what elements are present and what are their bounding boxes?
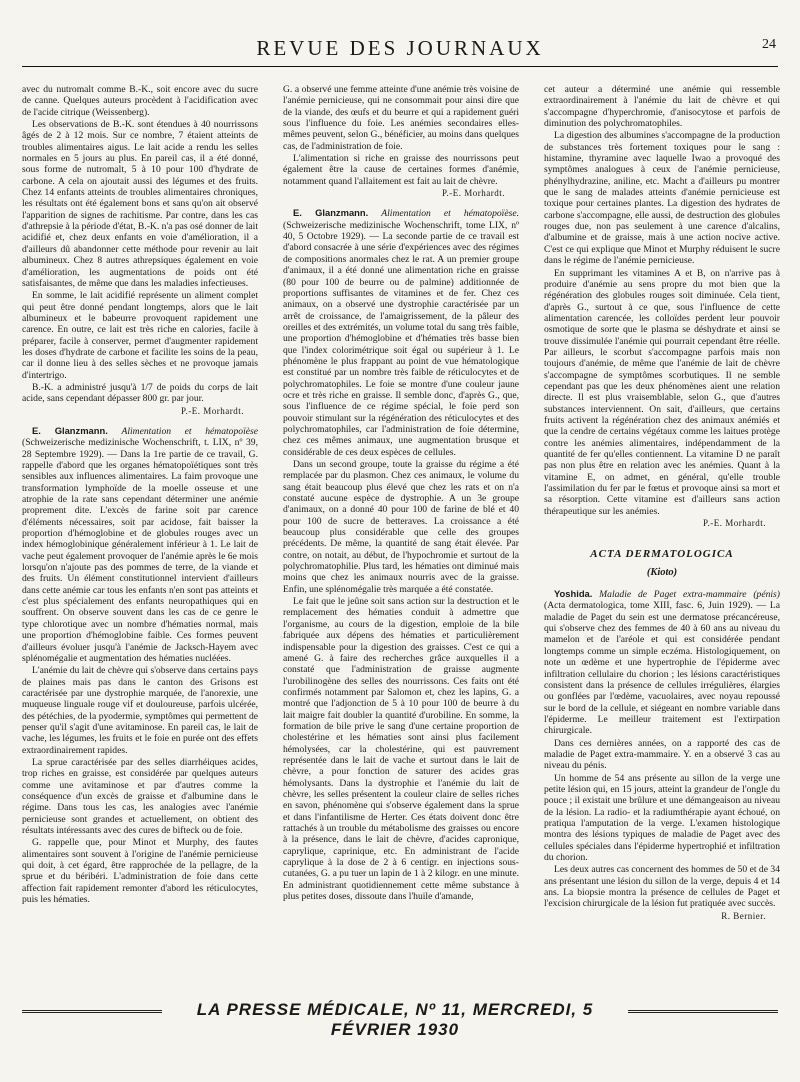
paragraph: Dans un second groupe, toute la graisse du régime a été remplacée par du plasmon. Chez ces animaux, le volume du sang était beaucoup plus élevé que chez les rats et on n'a constaté aucune espèce de dystrophie. A un 3e groupe d'animaux, on a donné 40 pour 100 de farine de blé et 40 pour 100 de sucre de betteraves. La croissance a été beaucoup plus considérable que celle des groupes précédents. De même, la quantité de sang était élevée. Par contre, on notait, au début, de l'hypochromie et surtout de la polychromatophilie. Plus tard, les hématies ont diminué mais moins que chez les animaux nourris avec de la graisse. Enfin, une splénomégalie très marquée a été constatée. — [283, 459, 519, 595]
paragraph: Un homme de 54 ans présente au sillon de la verge une petite lésion qui, en 15 jours, atteint la grandeur de l'ongle du pouce ; il existait une brûlure et une démangeaison au niveau de la lésion. La radio- et la radiumthérapie ayant échoué, on pratiqua l'amputation de la verge. L'examen histologique montra des lésions typiques de maladie de Paget avec des cellules spéciales dans l'épiderme hypertrophié et infiltration du chorion. — [544, 772, 780, 863]
paragraph: L'alimentation si riche en graisse des nourrissons peut également être la cause de certaines formes d'anémie, notamment quand l'allaitement est fait au lait de chèvre. — [283, 153, 519, 187]
paragraph: cet auteur a déterminé une anémie qui ressemble extraordinairement à l'anémie du lait de chèvre et qui s'accompagne d'hyperchromie, d'anisocytose et parfois de diminution des polychromatophiles. — [544, 84, 780, 130]
section-subheading: (Kioto) — [646, 566, 678, 578]
running-title: REVUE DES JOURNAUX — [256, 36, 544, 60]
article-author: Yoshida. — [554, 588, 593, 600]
article-author: E. Glanzmann. — [32, 424, 108, 436]
article-entry — [283, 207, 519, 458]
author-byline: R. Bernier. — [721, 910, 766, 921]
header-rule — [22, 66, 778, 67]
paragraph: G. rappelle que, pour Minot et Murphy, des fautes alimentaires sont souvent à l'origine de l'anémie pernicieuse qui doit, à cet égard, être rapprochée de la pellagre, de la sprue et du béribéri. L'administration de foie dans cette affection fait rapidement remonter d'abord les réticulocytes, puis les hématies. — [22, 837, 258, 906]
footer-rule-left — [22, 1010, 162, 1013]
paragraph: La digestion des albumines s'accompagne de la production de substances très fortement toxiques pour le sang : histamine, thyramine avec laquelle Iwao a provoqué des symptômes analogues à ceux de l'anémie pernicieuse, phénylhydrazine, aniline, etc. Macht a d'ailleurs pu montrer que le sang de malades atteints d'anémie pernicieuse est toxique pour certaines plantes. La digestion des hydrates de carbone s'accompagne, elle aussi, de destruction des globules rouges due, non pas seulement à une carence d'alcalins, d'albumine et de graisse, mais à une action nocive active. C'est ce qui explique que Minot et Murphy réduisent le sucre dans le régime de l'anémie pernicieuse. — [544, 130, 780, 267]
paragraph: B.-K. a administré jusqu'à 1/7 de poids du corps de lait acide, sans cependant dépasser 800 gr. par jour. — [22, 381, 258, 405]
paragraph: Les deux autres cas concernent des hommes de 50 et de 34 ans présentant une lésion du sillon de la verge, depuis 4 et 14 ans. La biopsie montra la présence de cellules de Paget et l'excision chirurgicale de la lésion fut pratiquée avec succès. — [544, 864, 780, 910]
article-entry — [544, 588, 780, 736]
paragraph: En somme, le lait acidifié représente un aliment complet qui peut être donné pendant longtemps, alors que le lait albumineux et le babeurre provoquent rapidement une carence. En outre, ce lait est très riche en calories, facile à préparer, facile à conserver, permet d'augmenter rapidement les doses d'hydrate de carbone et facilite les soins de la peau, car il donne lieu à des selles sèches et ne provoque jamais d'intertrigo. — [22, 290, 258, 381]
page-footer — [22, 1000, 778, 1039]
article-title: Maladie de Paget extra-mammaire (pénis) — [599, 589, 780, 601]
page-header — [22, 30, 778, 66]
author-byline: P.-E. Morhardt. — [442, 188, 505, 199]
paragraph: avec du nutromalt comme B.-K., soit encore avec du sucre de canne. Quelques auteurs procèdent à l'acidification avec de l'acide citrique (Weissenberg). — [22, 84, 258, 118]
article-title: Alimentation et hématopoïèse. — [381, 208, 519, 220]
column-2 — [283, 84, 519, 902]
column-1 — [22, 84, 258, 905]
paragraph: G. a observé une femme atteinte d'une anémie très voisine de l'anémie pernicieuse, qui ne consommait pour ainsi dire que de la viande, des œufs et du beurre et qui a rapidement guéri sous l'influence du foie. Les anémies secondaires elles-mêmes peuvent, selon G., bénéficier, au moins dans quelques cas, de l'administration de foie. — [283, 84, 519, 152]
paragraph: Dans ces dernières années, on a rapporté des cas de maladie de Paget extra-mammaire. Y. en a observé 3 cas au niveau du pénis. — [544, 737, 780, 772]
article-author: E. Glanzmann. — [293, 207, 369, 219]
author-byline: P.-E. Morhardt. — [703, 518, 766, 529]
section-heading: ACTA DERMATOLOGICA — [590, 548, 734, 561]
paragraph: En supprimant les vitamines A et B, on n'arrive pas à produire d'anémie au sens propre du mot bien que la régénération des globules rouges soit diminuée. Cela tient, d'après G., surtout à ce que, sous l'influence de cette alimentation carencée, les colloïdes perdent leur pouvoir osmotique de sorte que le plasma se déshydrate et ainsi se trouve dissimulée l'anémie qui pourrait cependant être réelle. Par ailleurs, le scorbut s'accompagne parfois mais non toujours d'anémie, de même que l'anémie de lait de chèvre s'accompagne de symptômes scorbutiques. Il ne semble cependant pas que les deux phénomènes aient une relation directe. Il est plus vraisemblable, selon G., que d'autres substances interviennent. On sait, d'ailleurs, que certains fruits activent la régénération chez des animaux anémiés et que la cendre de certains végétaux comme les laitues protège contre les anémies alimentaires, indépendamment de la quantité de fer qu'elles contiennent. La vitamine D ne paraît pas non plus être en relation avec les anémies. Quant à la vitamine E, on admet, en général, qu'elle trouble l'assimilation du fer par le fœtus et provoque ainsi sa mort et sa résorption. Cette vitamine est d'ailleurs sans action thérapeutique sur les anémies. — [544, 267, 780, 517]
author-byline: P.-E. Morhardt. — [181, 405, 244, 416]
article-body: (Acta dermatologica, tome XIII, fasc. 6, Juin 1929). — La maladie de Paget du sein est une dermatose précancéreuse, qui s'observe chez des femmes de 40 à 60 ans au niveau du mamelon et de l'aréole et qui est considérée pendant longtemps comme un simple eczéma. Histologiquement, on note un œdème et une hypertrophie de l'épiderme avec infiltration cellulaire du chorion ; les lésions caractéristiques consistent dans la présence de cellules irrégulières, élargies ou gonflées par l'œdème, vacuolaires, avec noyau repoussé sur le bord de la cellule, et siégeant en nombre variable dans l'épiderme. Le meilleur traitement est l'extirpation chirurgicale. — [544, 600, 780, 737]
page-number: 24 — [762, 37, 776, 52]
paragraph: Les observations de B.-K. sont étendues à 40 nourrissons âgés de 2 à 12 mois. Sur ce nombre, 7 étaient atteints de troubles alimentaires aigus. Le lait acide a rendu les selles normales en 5 jours au plus. En pareil cas, il a été donné, sous forme de nutromalt, 5 à 10 pour 100 d'hydrate de carbone. A cela on ajoutait aussi des légumes et des fruits. Chez 14 enfants atteints de troubles alimentaires chroniques, les résultats ont été également bons et sans qu'on ait observé l'apparition de signes de rachitisme. Par contre, dans les cas d'athrepsie à la période d'état, B.-K. n'a pas osé donner de lait acidifié et, chez deux enfants en voie d'amélioration, il a d'ailleurs dû abandonner cette méthode pour revenir au lait albumineux. Chez 8 autres athrepsiques également en voie d'amélioration, les augmentations de poids ont été satisfaisantes, de même que dans les maladies infectieuses. — [22, 119, 258, 289]
paragraph: L'anémie du lait de chèvre qui s'observe dans certains pays de plaines mais pas dans le canton des Grisons est caractérisée par une dystrophie marquée, de l'anorexie, une muqueuse linguale rouge vif et douloureuse, parfois ulcérée, des pétéchies, de la pyodermie, symptômes qui permettent de penser qu'il s'agit d'une avitaminose. En pareil cas, le lait de vache, les légumes, les fruits et le foie en purée ont des effets extraordinairement rapides. — [22, 665, 258, 756]
footer-rule-right — [628, 1010, 778, 1013]
article-title: Alimentation et hématopoïèse — [121, 425, 258, 437]
paragraph: Le fait que le jeûne soit sans action sur la destruction et le remplacement des hématies conduit à admettre que l'organisme, au cours de la digestion, emploie de la bile fabriquée aux dépens des hématies et particulièrement indispensable pour la digestion des graisses. C'est ce qui a amené G. à faire des recherches grâce auxquelles il a constaté que l'administration de graisse augmente l'urobilinogène des selles des nourrissons. Ces faits ont été confirmés notamment par Salomon et, chez les lapins, G. a montré que l'adjonction de 5 à 10 pour 100 de beurre à du lait maigre fait doubler la quantité d'urobiline. En somme, la formation de bile prive le sang d'une certaine proportion de cholestérine et les hématies sont ainsi plus facilement hémolysées, car la cholestérine, qui est pauvrement représentée dans le lait de vache et surtout dans le lait de chèvre, a pour fonction de saturer des acides gras hémolysants. Dans la dystrophie et l'anémie du lait de chèvre, les selles présentent la couleur claire de selles riches en savon, phénomène qui s'observe également dans la sprue et dans l'infantilisme de Herter. Ces états doivent donc être rattachés à un trouble du métabolisme des graisses ou encore à la présence, dans le lait de chèvre, d'acides capronique, caprylique, caprinique, etc. En administrant de l'acide caprylique à la dose de 2 à 6 centigr. en injections sous-cutanées, G. a pu tuer un lapin de 1 à 2 kilogr. en une minute. En administrant quotidiennement cette même substance à plus petites doses, dissoute dans l'huile d'amande, — [283, 596, 519, 903]
paragraph: La sprue caractérisée par des selles diarrhéiques acides, trop riches en graisse, est considérée par quelques auteurs comme une avitaminose et par d'autres comme la conséquence d'un excès de graisse et d'albumine dans le régime. Dans tous les cas, les analogies avec l'anémie pernicieuse sont grandes et actuellement, on obtient des résultats intéressants avec des cures de bifteck ou de foie. — [22, 756, 258, 836]
article-entry — [22, 425, 258, 664]
article-body: (Schweizerische medizinische Wochenschrift, tome LIX, nº 40, 5 Octobre 1929). — La seconde partie de ce travail est d'abord consacrée à une série d'expériences avec des régimes de compositions anormales chez le rat. A un premier groupe d'animaux, il a été donné une alimentation riche en graisse (80 pour 100 de beurre ou de palmine) additionnée de proportions suffisantes de vitamines et de fer. Chez ces animaux, on a observé une dystrophie caractérisée par un arrêt de croissance, de l'amaigrissement, de la pâleur des oreilles et des extrémités, un volume total du sang très faible, une proportion d'hémoglobine et d'hématies très basse bien que l'index colorimétrique soit égal ou supérieur à 1. Le phénomène le plus frappant au point de vue hématologique est constitué par un nombre très faible de réticulocytes et de polychromatophiles. Le foie se montre d'une couleur jaune ocre et très riche en graisse. Il semble donc, d'après G., que, sous l'influence de ce régime spécial, le foie perd son pouvoir stimulant sur la régénération des réticulocytes et des polychromatophiles, car l'administration de foie détermine, chez ces mêmes animaux, une augmentation brusque et considérable de ces deux espèces de cellules. — [283, 219, 519, 458]
article-body: (Schweizerische medizinische Wochenschrift, t. LIX, nº 39, 28 Septembre 1929). — Dans la 1re partie de ce travail, G. rappelle d'abord que les organes hématopoïétiques sont très sensibles aux influences alimentaires. La faim provoque une transformation lymphoïde de la moelle osseuse et une atrophie de la rate sans cependant déterminer une anémie proprement dite. L'excès de farine soit par carence d'éléments nécessaires, soit par acidose, fait baisser la proportion d'hémoglobine et de globules rouges avec un index hémoglobinique généralement inférieur à 1. Le lait de vache peut également provoquer de l'anémie après le 6e mois lorsqu'on n'ajoute pas des pommes de terre, de la viande et des fruits. Un élément constitutionnel intervient d'ailleurs dans cette anémie car tous les enfants n'en sont pas atteints et c'est plus spécialement des enfants neuropathiques qui en souffrent. On observe souvent dans les cas de ce genre le type chlorotique avec un nombre d'hématies normal, mais une proportion d'hémoglobine faible. Ces formes peuvent d'ailleurs évoluer jusqu'à l'anémie de Jacksch-Hayem avec splénomégalie et augmentation des hématies nucléées. — [22, 437, 258, 664]
column-3 — [544, 84, 780, 922]
footer-text: LA PRESSE MÉDICALE, Nº 11, MERCREDI, 5 FÉVRIER 1930 — [196, 1000, 594, 1039]
